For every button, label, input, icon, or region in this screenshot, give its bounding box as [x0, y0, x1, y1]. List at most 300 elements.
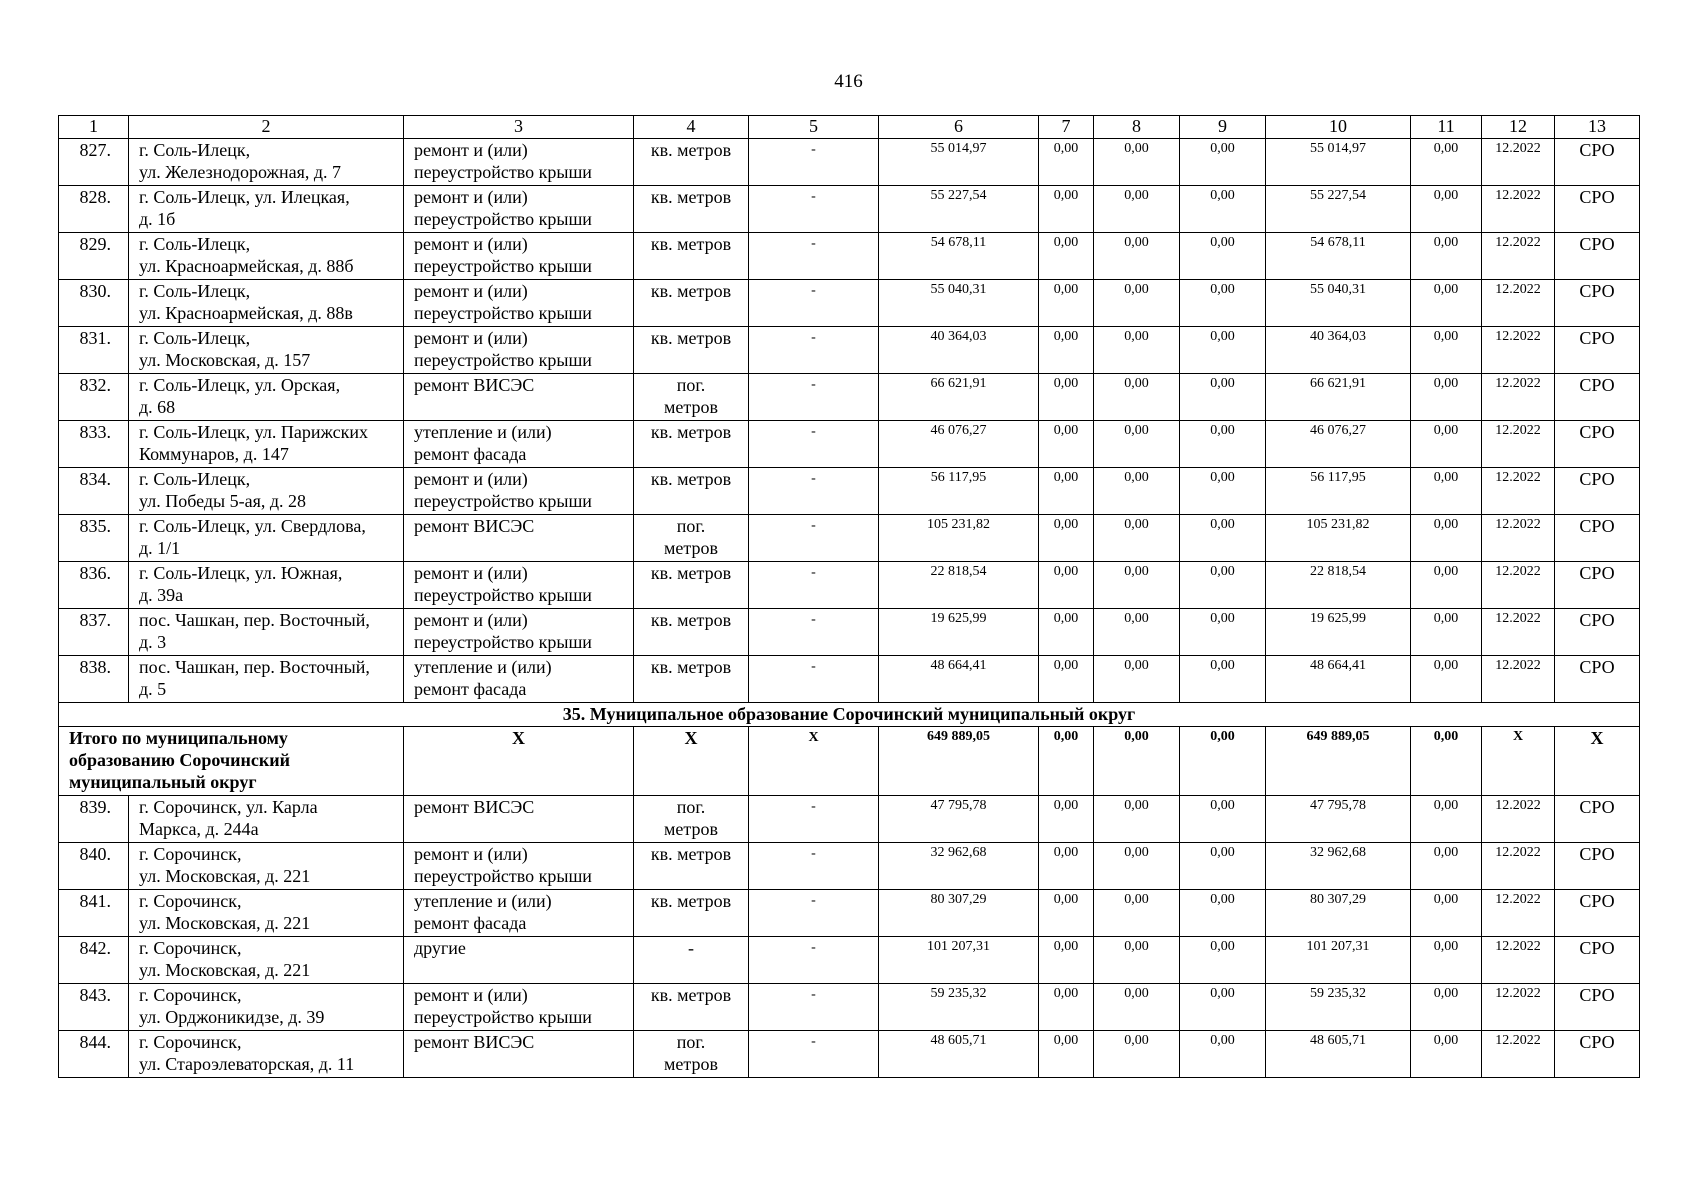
federal-funds-cell: 0,00: [1039, 468, 1094, 515]
deadline-cell: 12.2022: [1482, 937, 1555, 984]
table-row: [59, 327, 1640, 374]
volume-cell: -: [749, 327, 879, 374]
total-cost-cell: 54 678,11: [879, 233, 1039, 280]
work-type-cell: [404, 280, 634, 327]
address-line-1: г. Соль-Илецк,: [139, 328, 251, 348]
owners-funds-cell: 54 678,11: [1266, 233, 1411, 280]
address-cell: [129, 937, 404, 984]
total-cost-cell: 55 014,97: [879, 139, 1039, 186]
work-type-cell: [404, 1031, 634, 1078]
address-line-2: Коммунаров, д. 147: [139, 444, 289, 464]
federal-funds-cell: 0,00: [1039, 656, 1094, 703]
work-type-line-1: ремонт и (или): [414, 281, 528, 301]
address-line-2: д. 39а: [139, 585, 184, 605]
deadline-cell: 12.2022: [1482, 609, 1555, 656]
local-funds-cell: 0,00: [1180, 656, 1266, 703]
unit-line-1: пог.: [676, 516, 706, 536]
deadline-cell: 12.2022: [1482, 374, 1555, 421]
regional-funds-cell: 0,00: [1094, 890, 1180, 937]
table-row: [59, 796, 1640, 843]
executor-cell: СРО: [1555, 186, 1640, 233]
total-label: [59, 727, 404, 796]
other-funds-cell: 0,00: [1411, 796, 1482, 843]
address-line-1: г. Соль-Илецк, ул. Парижских: [139, 422, 368, 442]
unit-line-1: кв. метров: [650, 657, 732, 677]
address-cell: [129, 515, 404, 562]
regional-funds-cell: 0,00: [1094, 186, 1180, 233]
address-cell: [129, 609, 404, 656]
executor-cell: СРО: [1555, 1031, 1640, 1078]
total-cost-cell: 46 076,27: [879, 421, 1039, 468]
address-cell: [129, 421, 404, 468]
address-line-1: пос. Чашкан, пер. Восточный,: [139, 610, 370, 630]
total-cost-cell: 19 625,99: [879, 609, 1039, 656]
row-number: 841.: [59, 890, 129, 937]
regional-funds-cell: 0,00: [1094, 656, 1180, 703]
owners-funds-cell: 59 235,32: [1266, 984, 1411, 1031]
address-line-2: ул. Красноармейская, д. 88в: [139, 303, 353, 323]
work-type-line-1: утепление и (или): [414, 657, 552, 677]
owners-funds-cell: 55 014,97: [1266, 139, 1411, 186]
work-type-line-2: переустройство крыши: [414, 256, 592, 276]
volume-cell: -: [749, 890, 879, 937]
col-header: 1: [59, 116, 129, 139]
executor-cell: СРО: [1555, 374, 1640, 421]
address-line-1: г. Соль-Илецк, ул. Свердлова,: [139, 516, 366, 536]
work-type-line-1: ремонт и (или): [414, 985, 528, 1005]
unit-cell: [634, 656, 749, 703]
work-type-cell: [404, 843, 634, 890]
owners-funds-cell: 48 605,71: [1266, 1031, 1411, 1078]
total-c7: 0,00: [1039, 727, 1094, 796]
address-line-1: г. Сорочинск, ул. Карла: [139, 797, 318, 817]
volume-cell: -: [749, 984, 879, 1031]
local-funds-cell: 0,00: [1180, 843, 1266, 890]
address-line-1: г. Соль-Илецк,: [139, 234, 251, 254]
deadline-cell: 12.2022: [1482, 233, 1555, 280]
total-c3: X: [404, 727, 634, 796]
row-number: 829.: [59, 233, 129, 280]
address-line-2: ул. Московская, д. 221: [139, 913, 311, 933]
address-line-2: ул. Орджоникидзе, д. 39: [139, 1007, 325, 1027]
row-number: 830.: [59, 280, 129, 327]
unit-cell: [634, 984, 749, 1031]
owners-funds-cell: 55 040,31: [1266, 280, 1411, 327]
volume-cell: -: [749, 937, 879, 984]
total-cost-cell: 32 962,68: [879, 843, 1039, 890]
row-number: 838.: [59, 656, 129, 703]
total-c11: 0,00: [1411, 727, 1482, 796]
executor-cell: СРО: [1555, 984, 1640, 1031]
executor-cell: СРО: [1555, 327, 1640, 374]
col-header: 12: [1482, 116, 1555, 139]
executor-cell: СРО: [1555, 421, 1640, 468]
regional-funds-cell: 0,00: [1094, 796, 1180, 843]
col-header: 9: [1180, 116, 1266, 139]
local-funds-cell: 0,00: [1180, 609, 1266, 656]
row-number: 832.: [59, 374, 129, 421]
address-line-2: ул. Московская, д. 157: [139, 350, 311, 370]
address-cell: [129, 843, 404, 890]
executor-cell: СРО: [1555, 843, 1640, 890]
volume-cell: -: [749, 233, 879, 280]
volume-cell: -: [749, 796, 879, 843]
work-type-line-2: ремонт фасада: [414, 913, 527, 933]
federal-funds-cell: 0,00: [1039, 515, 1094, 562]
other-funds-cell: 0,00: [1411, 233, 1482, 280]
work-type-line-1: утепление и (или): [414, 891, 552, 911]
work-type-line-2: переустройство крыши: [414, 1007, 592, 1027]
executor-cell: СРО: [1555, 562, 1640, 609]
address-line-2: Маркса, д. 244а: [139, 819, 259, 839]
unit-line-1: кв. метров: [650, 422, 732, 442]
work-type-cell: [404, 890, 634, 937]
unit-line-2: метров: [664, 538, 718, 558]
deadline-cell: 12.2022: [1482, 186, 1555, 233]
volume-cell: -: [749, 843, 879, 890]
work-type-line-1: ремонт ВИСЭС: [414, 797, 535, 817]
regional-funds-cell: 0,00: [1094, 515, 1180, 562]
volume-cell: -: [749, 609, 879, 656]
address-cell: [129, 796, 404, 843]
works-table: [58, 115, 1640, 1078]
row-number: 836.: [59, 562, 129, 609]
row-number: 839.: [59, 796, 129, 843]
unit-cell: [634, 843, 749, 890]
executor-cell: СРО: [1555, 609, 1640, 656]
section-header-row: [59, 703, 1640, 727]
deadline-cell: 12.2022: [1482, 843, 1555, 890]
col-header: 11: [1411, 116, 1482, 139]
unit-cell: [634, 280, 749, 327]
row-number: 831.: [59, 327, 129, 374]
unit-cell: [634, 233, 749, 280]
unit-cell: [634, 609, 749, 656]
table-row: [59, 139, 1640, 186]
section-title: 35. Муниципальное образование Сорочинский муниципальный округ: [59, 703, 1640, 727]
unit-line-1: пог.: [676, 375, 706, 395]
deadline-cell: 12.2022: [1482, 280, 1555, 327]
address-cell: [129, 890, 404, 937]
local-funds-cell: 0,00: [1180, 327, 1266, 374]
work-type-line-2: переустройство крыши: [414, 491, 592, 511]
federal-funds-cell: 0,00: [1039, 843, 1094, 890]
col-header: 4: [634, 116, 749, 139]
table-row: [59, 609, 1640, 656]
address-line-1: г. Сорочинск,: [139, 1032, 242, 1052]
deadline-cell: 12.2022: [1482, 656, 1555, 703]
address-line-2: д. 68: [139, 397, 176, 417]
deadline-cell: 12.2022: [1482, 890, 1555, 937]
local-funds-cell: 0,00: [1180, 186, 1266, 233]
table-row: [59, 1031, 1640, 1078]
table-row: [59, 937, 1640, 984]
total-cost-cell: 22 818,54: [879, 562, 1039, 609]
total-c13: X: [1555, 727, 1640, 796]
work-type-cell: [404, 515, 634, 562]
address-line-1: г. Сорочинск,: [139, 938, 242, 958]
work-type-line-1: другие: [414, 938, 466, 958]
work-type-line-2: переустройство крыши: [414, 632, 592, 652]
other-funds-cell: 0,00: [1411, 656, 1482, 703]
unit-cell: [634, 515, 749, 562]
work-type-line-1: ремонт ВИСЭС: [414, 516, 535, 536]
work-type-line-2: переустройство крыши: [414, 350, 592, 370]
address-line-1: г. Сорочинск,: [139, 891, 242, 911]
federal-funds-cell: 0,00: [1039, 1031, 1094, 1078]
volume-cell: -: [749, 374, 879, 421]
total-cost-cell: 48 664,41: [879, 656, 1039, 703]
local-funds-cell: 0,00: [1180, 1031, 1266, 1078]
address-line-1: пос. Чашкан, пер. Восточный,: [139, 657, 370, 677]
regional-funds-cell: 0,00: [1094, 843, 1180, 890]
col-header: 3: [404, 116, 634, 139]
local-funds-cell: 0,00: [1180, 139, 1266, 186]
address-cell: [129, 280, 404, 327]
address-cell: [129, 374, 404, 421]
unit-cell: [634, 562, 749, 609]
federal-funds-cell: 0,00: [1039, 562, 1094, 609]
row-number: 827.: [59, 139, 129, 186]
row-number: 833.: [59, 421, 129, 468]
table-row: [59, 233, 1640, 280]
address-cell: [129, 233, 404, 280]
row-number: 834.: [59, 468, 129, 515]
table-row: [59, 890, 1640, 937]
work-type-line-2: переустройство крыши: [414, 303, 592, 323]
regional-funds-cell: 0,00: [1094, 1031, 1180, 1078]
row-number: 837.: [59, 609, 129, 656]
volume-cell: -: [749, 1031, 879, 1078]
work-type-line-1: ремонт ВИСЭС: [414, 1032, 535, 1052]
col-header: 7: [1039, 116, 1094, 139]
unit-line-1: пог.: [676, 797, 706, 817]
work-type-line-1: ремонт и (или): [414, 563, 528, 583]
local-funds-cell: 0,00: [1180, 984, 1266, 1031]
unit-line-1: кв. метров: [650, 985, 732, 1005]
work-type-cell: [404, 233, 634, 280]
deadline-cell: 12.2022: [1482, 515, 1555, 562]
regional-funds-cell: 0,00: [1094, 609, 1180, 656]
local-funds-cell: 0,00: [1180, 374, 1266, 421]
regional-funds-cell: 0,00: [1094, 233, 1180, 280]
work-type-line-2: ремонт фасада: [414, 679, 527, 699]
unit-line-1: кв. метров: [650, 234, 732, 254]
owners-funds-cell: 47 795,78: [1266, 796, 1411, 843]
total-label-line-1: Итого по муниципальному: [69, 728, 288, 748]
row-number: 835.: [59, 515, 129, 562]
unit-line-1: кв. метров: [650, 281, 732, 301]
address-line-1: г. Соль-Илецк,: [139, 469, 251, 489]
total-cost-cell: 55 040,31: [879, 280, 1039, 327]
federal-funds-cell: 0,00: [1039, 984, 1094, 1031]
volume-cell: -: [749, 656, 879, 703]
federal-funds-cell: 0,00: [1039, 374, 1094, 421]
owners-funds-cell: 66 621,91: [1266, 374, 1411, 421]
other-funds-cell: 0,00: [1411, 843, 1482, 890]
total-cost-cell: 59 235,32: [879, 984, 1039, 1031]
unit-line-1: кв. метров: [650, 187, 732, 207]
work-type-cell: [404, 984, 634, 1031]
federal-funds-cell: 0,00: [1039, 327, 1094, 374]
other-funds-cell: 0,00: [1411, 984, 1482, 1031]
work-type-line-2: переустройство крыши: [414, 585, 592, 605]
address-line-2: д. 3: [139, 632, 167, 652]
total-c6: 649 889,05: [879, 727, 1039, 796]
work-type-line-1: ремонт ВИСЭС: [414, 375, 535, 395]
address-line-1: г. Сорочинск,: [139, 985, 242, 1005]
other-funds-cell: 0,00: [1411, 468, 1482, 515]
owners-funds-cell: 46 076,27: [1266, 421, 1411, 468]
address-line-1: г. Соль-Илецк, ул. Южная,: [139, 563, 343, 583]
owners-funds-cell: 55 227,54: [1266, 186, 1411, 233]
other-funds-cell: 0,00: [1411, 515, 1482, 562]
table-row: [59, 421, 1640, 468]
address-cell: [129, 186, 404, 233]
work-type-line-1: ремонт и (или): [414, 610, 528, 630]
work-type-cell: [404, 609, 634, 656]
other-funds-cell: 0,00: [1411, 1031, 1482, 1078]
executor-cell: СРО: [1555, 937, 1640, 984]
total-cost-cell: 80 307,29: [879, 890, 1039, 937]
work-type-line-1: ремонт и (или): [414, 469, 528, 489]
address-line-2: ул. Красноармейская, д. 88б: [139, 256, 354, 276]
total-cost-cell: 105 231,82: [879, 515, 1039, 562]
local-funds-cell: 0,00: [1180, 280, 1266, 327]
table-row: [59, 468, 1640, 515]
deadline-cell: 12.2022: [1482, 796, 1555, 843]
total-label-line-2: образованию Сорочинский: [69, 750, 290, 770]
unit-line-1: кв. метров: [650, 891, 732, 911]
total-c9: 0,00: [1180, 727, 1266, 796]
regional-funds-cell: 0,00: [1094, 421, 1180, 468]
federal-funds-cell: 0,00: [1039, 280, 1094, 327]
regional-funds-cell: 0,00: [1094, 374, 1180, 421]
owners-funds-cell: 48 664,41: [1266, 656, 1411, 703]
table-row: [59, 186, 1640, 233]
executor-cell: СРО: [1555, 280, 1640, 327]
unit-line-1: кв. метров: [650, 844, 732, 864]
volume-cell: -: [749, 468, 879, 515]
executor-cell: СРО: [1555, 468, 1640, 515]
regional-funds-cell: 0,00: [1094, 280, 1180, 327]
volume-cell: -: [749, 280, 879, 327]
deadline-cell: 12.2022: [1482, 139, 1555, 186]
federal-funds-cell: 0,00: [1039, 609, 1094, 656]
total-cost-cell: 101 207,31: [879, 937, 1039, 984]
work-type-line-2: переустройство крыши: [414, 162, 592, 182]
other-funds-cell: 0,00: [1411, 186, 1482, 233]
local-funds-cell: 0,00: [1180, 796, 1266, 843]
owners-funds-cell: 101 207,31: [1266, 937, 1411, 984]
address-line-2: ул. Победы 5-ая, д. 28: [139, 491, 307, 511]
row-number: 843.: [59, 984, 129, 1031]
address-cell: [129, 1031, 404, 1078]
address-line-1: г. Сорочинск,: [139, 844, 242, 864]
other-funds-cell: 0,00: [1411, 609, 1482, 656]
work-type-line-1: ремонт и (или): [414, 234, 528, 254]
other-funds-cell: 0,00: [1411, 327, 1482, 374]
regional-funds-cell: 0,00: [1094, 937, 1180, 984]
row-number: 828.: [59, 186, 129, 233]
local-funds-cell: 0,00: [1180, 562, 1266, 609]
column-number-row: [59, 116, 1640, 139]
owners-funds-cell: 105 231,82: [1266, 515, 1411, 562]
total-cost-cell: 48 605,71: [879, 1031, 1039, 1078]
deadline-cell: 12.2022: [1482, 421, 1555, 468]
total-row: [59, 727, 1640, 796]
table-row: [59, 656, 1640, 703]
deadline-cell: 12.2022: [1482, 468, 1555, 515]
unit-line-1: -: [688, 938, 694, 958]
regional-funds-cell: 0,00: [1094, 139, 1180, 186]
work-type-cell: [404, 468, 634, 515]
unit-line-2: метров: [664, 819, 718, 839]
volume-cell: -: [749, 562, 879, 609]
work-type-line-1: ремонт и (или): [414, 328, 528, 348]
total-c5: X: [749, 727, 879, 796]
address-cell: [129, 656, 404, 703]
federal-funds-cell: 0,00: [1039, 233, 1094, 280]
other-funds-cell: 0,00: [1411, 421, 1482, 468]
unit-line-2: метров: [664, 397, 718, 417]
row-number: 840.: [59, 843, 129, 890]
regional-funds-cell: 0,00: [1094, 468, 1180, 515]
federal-funds-cell: 0,00: [1039, 937, 1094, 984]
federal-funds-cell: 0,00: [1039, 890, 1094, 937]
deadline-cell: 12.2022: [1482, 327, 1555, 374]
col-header: 5: [749, 116, 879, 139]
work-type-cell: [404, 937, 634, 984]
local-funds-cell: 0,00: [1180, 421, 1266, 468]
unit-cell: [634, 139, 749, 186]
address-line-2: ул. Староэлеваторская, д. 11: [139, 1054, 355, 1074]
work-type-cell: [404, 562, 634, 609]
other-funds-cell: 0,00: [1411, 280, 1482, 327]
address-cell: [129, 468, 404, 515]
address-cell: [129, 327, 404, 374]
regional-funds-cell: 0,00: [1094, 327, 1180, 374]
row-number: 842.: [59, 937, 129, 984]
address-line-1: г. Соль-Илецк,: [139, 281, 251, 301]
other-funds-cell: 0,00: [1411, 937, 1482, 984]
unit-line-1: кв. метров: [650, 140, 732, 160]
address-line-2: д. 1б: [139, 209, 176, 229]
deadline-cell: 12.2022: [1482, 1031, 1555, 1078]
other-funds-cell: 0,00: [1411, 562, 1482, 609]
address-cell: [129, 984, 404, 1031]
work-type-line-2: переустройство крыши: [414, 209, 592, 229]
work-type-line-1: утепление и (или): [414, 422, 552, 442]
address-line-2: ул. Московская, д. 221: [139, 960, 311, 980]
other-funds-cell: 0,00: [1411, 374, 1482, 421]
work-type-cell: [404, 421, 634, 468]
unit-cell: [634, 374, 749, 421]
col-header: 10: [1266, 116, 1411, 139]
work-type-cell: [404, 374, 634, 421]
table-row: [59, 374, 1640, 421]
unit-cell: [634, 890, 749, 937]
other-funds-cell: 0,00: [1411, 139, 1482, 186]
work-type-line-1: ремонт и (или): [414, 844, 528, 864]
table-row: [59, 984, 1640, 1031]
total-cost-cell: 47 795,78: [879, 796, 1039, 843]
address-cell: [129, 562, 404, 609]
work-type-cell: [404, 656, 634, 703]
row-number: 844.: [59, 1031, 129, 1078]
col-header: 13: [1555, 116, 1640, 139]
work-type-line-1: ремонт и (или): [414, 140, 528, 160]
